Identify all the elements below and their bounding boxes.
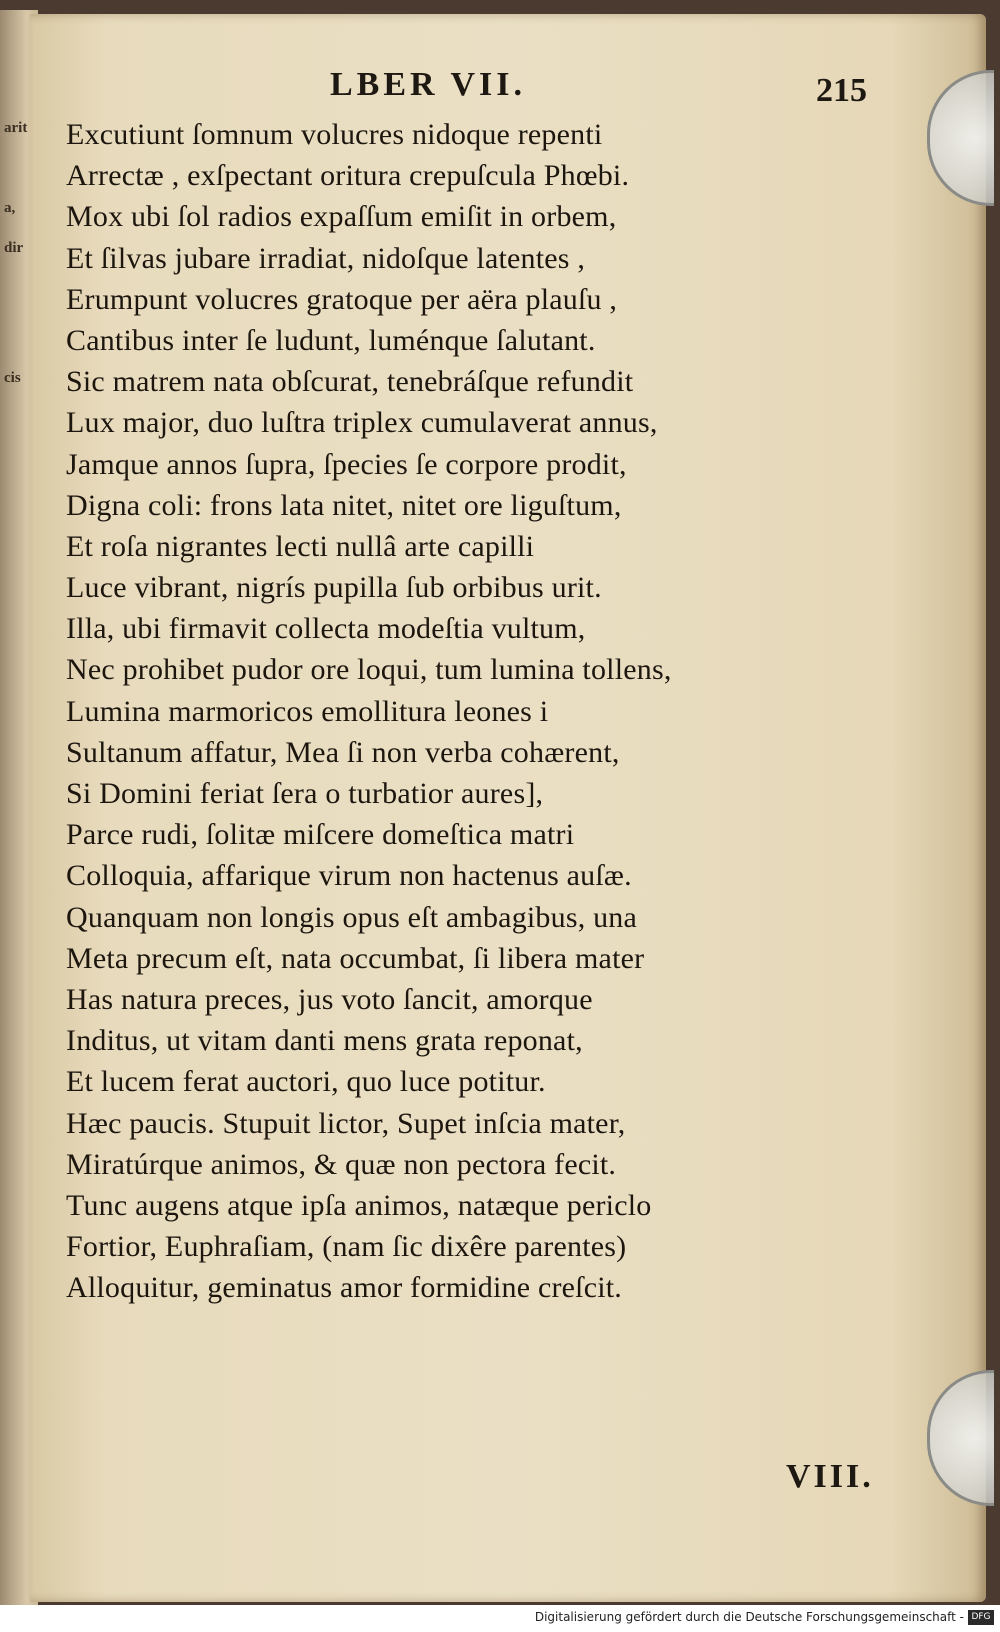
margin-fragment: arit bbox=[4, 120, 28, 136]
text-line: Illa, ubi firmavit collecta modeſtia vultum, bbox=[66, 612, 586, 646]
text-line: Mox ubi ſol radios expaſſum emiſit in orbem, bbox=[66, 200, 617, 234]
text-line: Si Domini feriat ſera o turbatior aures], bbox=[66, 777, 544, 810]
dfg-logo: DFG bbox=[968, 1610, 994, 1625]
text-line: Hæc paucis. Stupuit lictor, Supet inſcia mater, bbox=[66, 1106, 626, 1140]
text-line: Jamque annos ſupra, ſpecies ſe corpore prodit, bbox=[66, 447, 627, 481]
footer-bar bbox=[0, 1605, 1000, 1632]
text-line: Sic matrem nata obſcurat, tenebráſque refundit bbox=[66, 365, 634, 399]
text-line: Cantibus inter ſe ludunt, luménque ſalutant. bbox=[66, 323, 596, 357]
text-line: Inditus, ut vitam danti mens grata reponat, bbox=[66, 1024, 583, 1058]
text-line: Et roſa nigrantes lecti nullâ arte capilli bbox=[66, 529, 535, 563]
margin-fragment: cis bbox=[4, 370, 21, 386]
page-number: 215 bbox=[816, 72, 867, 109]
margin-fragment: dir bbox=[4, 240, 24, 256]
text-line: Et lucem ferat auctori, quo luce potitur. bbox=[66, 1065, 546, 1099]
margin-fragment: a, bbox=[4, 200, 16, 216]
text-line: Quanquam non longis opus eſt ambagibus, una bbox=[66, 900, 638, 934]
text-line: Miratúrque animos, & quæ non pectora fecit. bbox=[66, 1147, 617, 1181]
text-line: Et ſilvas jubare irradiat, nidoſque latentes , bbox=[66, 241, 586, 275]
text-line: Digna coli: frons lata nitet, nitet ore liguſtum, bbox=[66, 488, 622, 522]
book-page bbox=[30, 14, 986, 1602]
text-line: Alloquitur, geminatus amor formidine creſcit. bbox=[66, 1271, 622, 1305]
running-header: LBER VII. bbox=[330, 66, 526, 103]
text-line: Excutiunt ſomnum volucres nidoque repenti bbox=[66, 118, 603, 151]
text-line: Sultanum affatur, Mea ſi non verba cohærent, bbox=[66, 735, 620, 769]
text-line: Tunc augens atque ipſa animos, natæque periclo bbox=[66, 1188, 652, 1222]
text-line: Parce rudi, ſolitæ miſcere domeſtica matri bbox=[66, 818, 575, 852]
text-line: Fortior, Euphraſiam, (nam ſic dixêre parentes) bbox=[66, 1230, 627, 1264]
text-line: Lux major, duo luſtra triplex cumulaverat annus, bbox=[66, 406, 658, 440]
footer-credit: Digitalisierung gefördert durch die Deutsche Forschungsgemeinschaft - bbox=[534, 1610, 964, 1624]
text-line: Arrectæ , exſpectant oritura crepuſcula Phœbi. bbox=[66, 159, 630, 193]
text-line: Nec prohibet pudor ore loqui, tum lumina tollens, bbox=[66, 653, 672, 687]
text-line: Meta precum eſt, nata occumbat, ſi libera mater bbox=[66, 941, 645, 975]
text-line: Lumina marmoricos emollitura leones i bbox=[66, 694, 549, 728]
verse-text bbox=[66, 114, 846, 1308]
text-line: Luce vibrant, nigrís pupilla ſub orbibus urit. bbox=[66, 571, 602, 605]
text-line: Erumpunt volucres gratoque per aëra plauſu , bbox=[66, 282, 618, 316]
text-line: Colloquia, affarique virum non hactenus auſæ. bbox=[66, 859, 632, 893]
catchword: VIII. bbox=[786, 1458, 874, 1495]
text-line: Has natura preces, jus voto ſancit, amorque bbox=[66, 982, 593, 1016]
